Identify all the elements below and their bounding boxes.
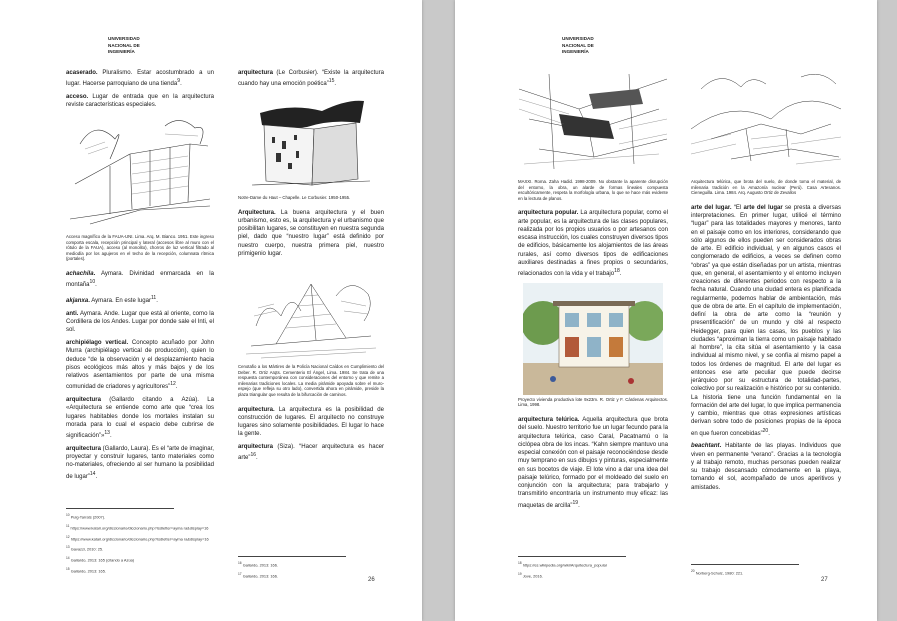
page-number-left: 26 (368, 577, 375, 583)
paragraph: arquitectura (Gallardo citando a Azúa). La «Arquitectura se entiende como arte que “crea los lugares habitables donde los mortales instalan su morada para lo cual el espacio debe cubrirse de significación”»$^{13}$. (66, 397, 214, 440)
paragraph: acceso. Lugar de entrada que en la arquitectura reviste características especiales. (66, 94, 214, 109)
left-page (0, 0, 422, 621)
entries-achachila-arquitectura (66, 270, 214, 481)
entry-arquitectura-buena (238, 209, 384, 259)
paragraph: $^{14}$ Gallardo, 2013: 165 (citando a Azúa) (66, 556, 135, 563)
entry-arquitectura-popular (518, 209, 668, 278)
university-header: UNIVERSIDAD NACIONAL DE INGENIERÍA (562, 36, 594, 55)
acceso-caption: Acceso magnífico de la FAUA-UNI. Lima. Arq. M. Bianco. 1951. Este ingreso comporta escala, recepción principal y lateral (accesos libre al muro con el rótulo de la FAUA), acceso (al monolito), chorros de luz vertical filtrado al mediodía por los agujeros en el techo de la recepción, columnata rítmica (portales). (66, 234, 214, 262)
paragraph: $^{10}$ Pulg-Tarrats (2007). (66, 513, 106, 520)
right-footnote-list-1 (518, 561, 668, 579)
paragraph: arquitectura popular. La arquitectura popular, como el arte popular, es la arquitectura de las clases populares, realizada por los propios usuarios o por artesanos con escasa instrucción, los cuales construyen diversos tipos de edificios, básicamente los alojamientos de las áreas rurales, así como diversos tipos de edificaciones auxiliares destinadas a fines propios o secundarios, relacionados con la vida y el trabajo$^{18}$. (518, 210, 668, 278)
casa-artesanos-sketch-image (691, 69, 841, 177)
vivienda-productiva-watercolor-image (523, 283, 663, 395)
right-footnotes-1 (518, 556, 668, 583)
right-column-2 (691, 69, 841, 496)
entry-arquitectura-le-corbusier (238, 69, 384, 89)
paragraph: arquitectura (Le Corbusier). “Existe la arquitectura cuando hay una emoción poética”$^{15}$. (238, 70, 384, 88)
paragraph: $^{11}$ https://www.katari.org/diccionario/diccionario.php?IsdIetter=ayma ra&display=16 (66, 523, 209, 531)
right-footnote-list-2 (691, 569, 831, 576)
right-page (455, 0, 877, 621)
entries-acaserado-acceso (66, 69, 214, 110)
paragraph: $^{16}$ Gallardo, 2013: 166. (238, 561, 278, 568)
entry-arquitectura-telurica (518, 416, 668, 510)
acceso-sketch-image (70, 114, 210, 232)
paragraph: $^{12}$ https://www.katari.org/diccionario/diccionario.php?IsdIetter=ayma ra&display=16 (66, 534, 209, 541)
casa-artesanos-caption: Arquitectura telúrica, que brota del suelo, de donde toma el material, de milenaria tradición en la Amazonía nuclear (Perú). Casa Artesanos. Cieneguilla. Lima. 1984. Arq. Augusto Ortiz de Zevallos (691, 179, 841, 196)
university-header: UNIVERSIDAD NACIONAL DE INGENIERÍA (108, 36, 140, 55)
page-number-right: 27 (821, 577, 828, 583)
paragraph: achachila. Aymara. Divinidad enmarcada en la montaña$^{10}$. (66, 270, 214, 289)
vivienda-caption: Proyecto vivienda productiva lote 9x23m. R. Ortiz y F. Cárdenas Arquitectos. Lima, 1998. (518, 396, 668, 408)
paragraph: arte del lugar. “El arte del lugar se presta a diversas interpretaciones. En primer lugar, utilicé el término “lugar” para las totalidades mayores y menores, tanto en el paisaje como en los interiores, considerando que sólo algunos de ellos pueden ser considerados obras de arte. El edificio individual, y en algunos casos el conglomerado de edificios, a veces se definen como “obras” ya que están diseñadas por un artista, mientras que, en general, el asentamiento y el entorno incluyen creaciones de diferentes periodos con respecto a la fecha natural. Cuando una ciudad entera es planificada regularmente, podemos hablar de ambientación, más que de obra de arte. En el capítulo de implementación, definí la obra de arte como la “reunión y presentificación” de un mundo y cité al respecto Heidegger, para quien las casas, los pueblos y las ciudades “aproximan la tierra como un paisaje habitado al hombre”, la cita sitúa el asentamiento y la casa individual al mismo nivel, y se confía al mismo papel a todos los órdenes de magnitud. El arte del lugar es entonces ese arte peculiar que puede decirse jerárquico por su estructura de totalidad-partes, colectivo por su realización e histórico por su contenido. La historia tiene una función fundamental en la formación del arte del lugar, lo que implica permanencia y cambio, mientras que otras expresiones artísticas derivan sobre todo de posiciones propias de la época en que fueron concebidas”$^{20}$. (691, 204, 841, 437)
left-footnotes-2 (238, 556, 378, 583)
maxxi-caption: MAXXI. Roma. Zaha Hadid. 1998-2009. No obstante la aparente disrupción del entorno, la obra, un alarde de formas lineales compuesta escultóricamente, respeta la morfología urbana, lo que se hace más evidente en la lectura de planos. (518, 179, 668, 201)
paragraph: arquitectura. La arquitectura es la posibilidad de construcción de lugares. El arquitecto no construye lugares sino solamente posibilidades. El lugar lo hace la gente. (238, 406, 384, 438)
left-footnote-list-1 (66, 513, 216, 574)
paragraph: $^{17}$ Gallardo, 2013: 166. (238, 571, 278, 579)
entries-arquitectura-2 (238, 406, 384, 463)
cenotafio-caption: Cenotafio a los Mártires de la Policía Nacional Caídos en Cumplimiento del Deber. R. Ortiz Arqts. Cementerio El Ángel, Lima. 1984. Se trata de una respuesta contemporánea con consideraciones del entorno y que remite a milenarias tradiciones locales. La media pirámide apoyada sobre el muro-espejo (que refleja su otro lado), convertida ahora en pirámide, preside la plaza triangular que resulta de la bifurcación de caminos. (238, 364, 384, 398)
paragraph: acaserado. Pluralismo. Estar acostumbrado a un lugar. Hacerse parroquiano de una tienda$^9$. (66, 70, 214, 88)
paragraph: Arquitectura. La buena arquitectura y el buen urbanismo, esto es, la arquitectura y el urbanismo que posibilitan lugares, se constituyen en nuestra segunda piel, dado que “nuestro lugar” está definido por nuestro cuerpo, nuestra primera piel, nuestro primigenio lugar. (238, 209, 384, 257)
paragraph: arquitectura telúrica. Aquella arquitectura que brota del suelo. Nuestro territorio fue un lugar fecundo para la arquitectura telúrica, caso Caral, Pacatnamú o la ciclópea obra de los incas. “Kahn siempre mantuvo una especial conexión con el paisaje reconociéndose desde muy temprano en sus dibujos y pinturas, especialmente en sus bocetos de viaje. El lote vino a dar una idea del paisaje telúrico, formado por el moldeado del suelo en conjunción con la arquitectura; para trabajarlo y transmitirlo encontraría un instrumento muy eficaz: las maquetas de arcilla”$^{19}$. (518, 417, 668, 509)
paragraph: beachtant. Habitante de las playas. Individuos que viven en permanente “verano”. Gracias a la tecnología y al trabajo remoto, muchas personas pueden realizar su trabajo descansado cómodamente en la playa, tomando el sol, acompañado de unos aperitivos y amistades. (691, 443, 841, 491)
paragraph: akjanxa. Aymara. En este lugar$^{11}$. (66, 295, 158, 305)
paragraph: arquitectura (Gallardo, Laura). Es el “arte de imaginar, proyectar y construir lugares, tanto materiales como no-materiales, ofreciendo al ser humano la posibilidad de lugar”$^{14}$. (66, 445, 214, 480)
paragraph: arquitectura (Siza). “Hacer arquitectura es hacer arte”$^{16}$. (238, 444, 384, 462)
right-footnotes-2 (691, 564, 831, 580)
paragraph: $^{13}$ Gavazzi, 2010: 25. (66, 545, 104, 552)
left-column-1 (66, 69, 214, 485)
right-column-1 (518, 69, 668, 514)
left-column-2 (238, 69, 384, 467)
left-footnotes-1 (66, 508, 216, 578)
ronchamp-caption: Notre-Dame du Haut – Chapelle. Le Corbusier. 1950-1955. (238, 195, 351, 201)
paragraph: $^{15}$ Gallardo, 2013: 165. (66, 566, 106, 574)
paragraph: anti. Aymara. Ande. Lugar que está al oriente, como la Cordillera de los Andes. Lugar por donde sale el Inti, el sol. (66, 310, 214, 334)
ronchamp-chapel-image (252, 93, 370, 193)
paragraph: $^{19}$ Jove, 2016. (518, 571, 543, 579)
cenotafio-sketch-image (246, 266, 376, 362)
maxxi-sketch-image (519, 69, 667, 177)
left-footnote-list-2 (238, 561, 378, 579)
paragraph: $^{20}$ Norberg-Schulz, 1980: 221. (691, 569, 744, 576)
entries-arte-del-lugar-beachtant (691, 204, 841, 492)
paragraph: $^{18}$ https://es.wikipedia.org/wiki/Arquitectura_popular (518, 561, 608, 568)
paragraph: archipiélago vertical. Concepto acuñado por John Murra (archipiélago vertical de producción), quien lo deduce “de la observación y el desplazamiento hacia pisos ecológicos más altos y más bajos y de los relativos asentamientos por parte de una misma comunidad de criadores y agricultores”$^{12}$. (66, 340, 214, 391)
